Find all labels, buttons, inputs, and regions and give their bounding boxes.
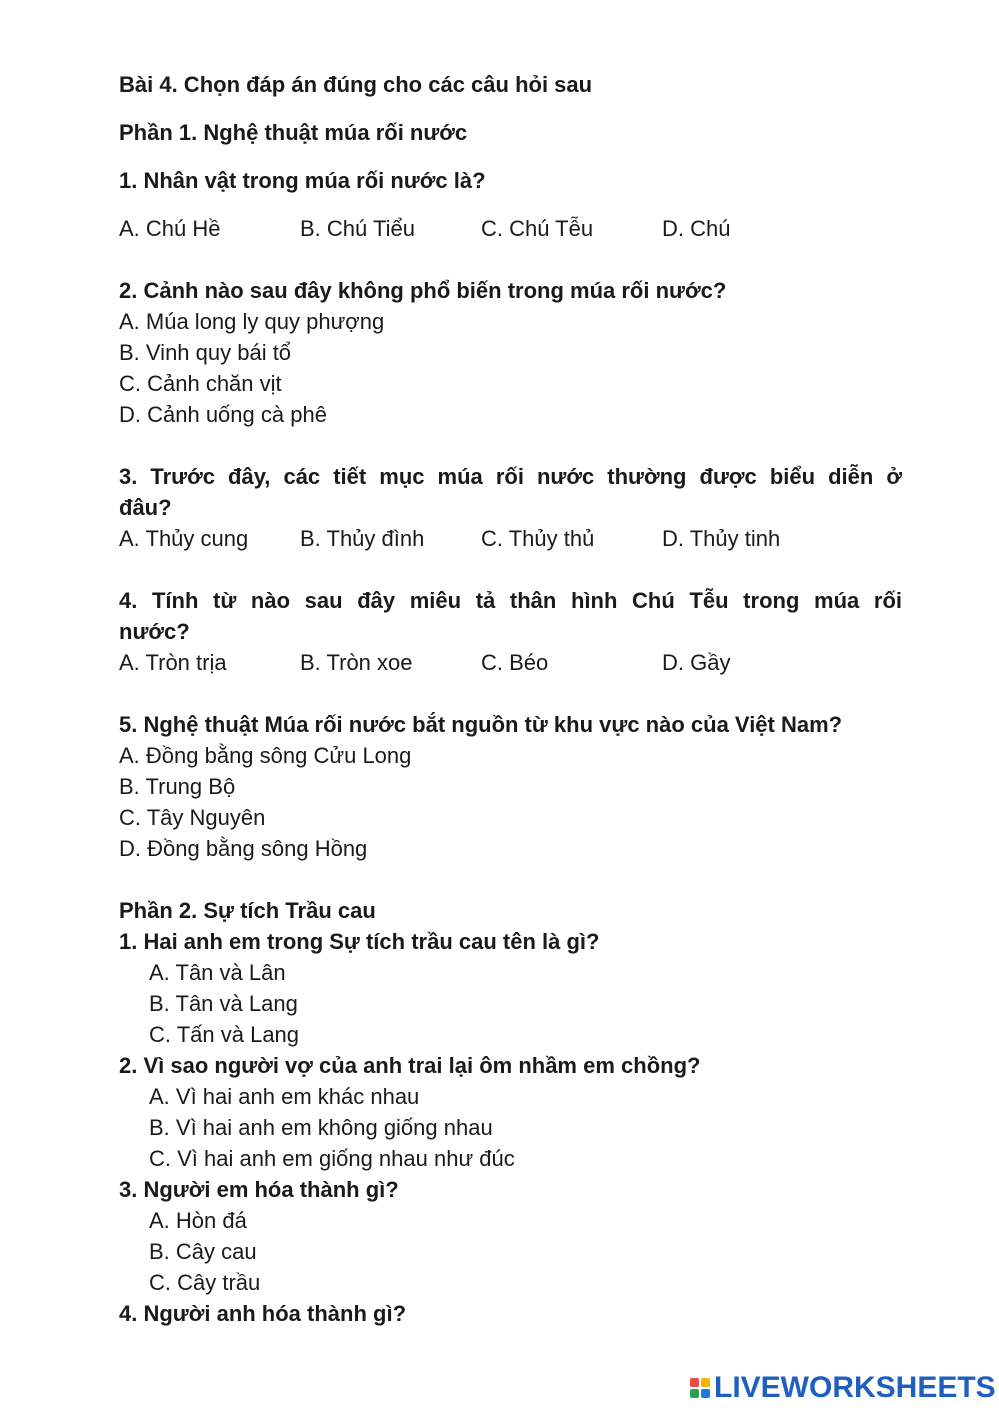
answer-option[interactable]: C. Tấn và Lang — [149, 1022, 300, 1047]
answer-option[interactable]: A. Hòn đá — [149, 1208, 247, 1233]
answer-option[interactable]: B. Trung Bộ — [119, 774, 236, 799]
part1-q5-text: 5. Nghệ thuật Múa rối nước bắt nguồn từ khu vực nào của Việt Nam? — [119, 712, 843, 737]
part2-q1-text: 1. Hai anh em trong Sự tích trầu cau tên là gì? — [119, 929, 600, 954]
answer-option[interactable]: D. Cảnh uống cà phê — [119, 402, 327, 427]
liveworksheets-logo-icon — [690, 1378, 710, 1398]
answer-option[interactable]: B. Vinh quy bái tổ — [119, 340, 292, 365]
answer-option[interactable]: A. Đồng bằng sông Cửu Long — [119, 743, 412, 768]
part1-q3-text-line2: đâu? — [119, 495, 172, 520]
answer-option[interactable]: A. Tròn trịa — [119, 650, 227, 675]
answer-option[interactable]: C. Vì hai anh em giống nhau như đúc — [149, 1146, 515, 1171]
liveworksheets-logo-text: LIVEWORKSHEETS — [714, 1371, 996, 1404]
part2-q2-text: 2. Vì sao người vợ của anh trai lại ôm nhầm em chồng? — [119, 1053, 701, 1078]
part1-q1-options — [119, 216, 902, 242]
answer-option[interactable]: B. Thủy đình — [300, 526, 425, 551]
answer-option[interactable]: D. Chú — [662, 216, 731, 241]
answer-option[interactable]: A. Vì hai anh em khác nhau — [149, 1084, 420, 1109]
answer-option[interactable]: A. Múa long ly quy phượng — [119, 309, 385, 334]
answer-option[interactable]: B. Chú Tiểu — [300, 216, 415, 241]
worksheet-title: Bài 4. Chọn đáp án đúng cho các câu hỏi sau — [119, 72, 593, 97]
part2-q3-text: 3. Người em hóa thành gì? — [119, 1177, 399, 1202]
answer-option[interactable]: D. Gầy — [662, 650, 731, 675]
part1-q1-text: 1. Nhân vật trong múa rối nước là? — [119, 168, 486, 193]
part1-q3-options — [119, 526, 902, 552]
answer-option[interactable]: C. Chú Tễu — [481, 216, 594, 241]
answer-option[interactable]: B. Cây cau — [149, 1239, 257, 1264]
answer-option[interactable]: B. Tân và Lang — [149, 991, 298, 1016]
answer-option[interactable]: C. Cảnh chăn vịt — [119, 371, 282, 396]
answer-option[interactable]: A. Chú Hề — [119, 216, 221, 241]
answer-option[interactable]: B. Tròn xoe — [300, 650, 413, 675]
part2-heading: Phần 2. Sự tích Trầu cau — [119, 898, 376, 923]
answer-option[interactable]: D. Thủy tinh — [662, 526, 781, 551]
liveworksheets-logo — [690, 1371, 996, 1404]
part1-q4-text-line2: nước? — [119, 619, 190, 644]
answer-option[interactable]: C. Thủy thủ — [481, 526, 595, 551]
answer-option[interactable]: C. Cây trầu — [149, 1270, 261, 1295]
part1-q4-options — [119, 650, 902, 676]
part1-heading: Phần 1. Nghệ thuật múa rối nước — [119, 120, 468, 145]
answer-option[interactable]: C. Tây Nguyên — [119, 805, 266, 830]
answer-option[interactable]: B. Vì hai anh em không giống nhau — [149, 1115, 493, 1140]
answer-option[interactable]: C. Béo — [481, 650, 549, 675]
part1-q3-text-line1: 3. Trước đây, các tiết mục múa rối nước thường được biểu diễn ở — [119, 464, 902, 489]
answer-option[interactable]: D. Đồng bằng sông Hồng — [119, 836, 368, 861]
part2-q4-text: 4. Người anh hóa thành gì? — [119, 1301, 407, 1326]
part1-q2-text: 2. Cảnh nào sau đây không phổ biến trong múa rối nước? — [119, 278, 727, 303]
answer-option[interactable]: A. Tân và Lân — [149, 960, 286, 985]
part1-q4-text-line1: 4. Tính từ nào sau đây miêu tả thân hình Chú Tễu trong múa rối — [119, 588, 902, 613]
answer-option[interactable]: A. Thủy cung — [119, 526, 249, 551]
